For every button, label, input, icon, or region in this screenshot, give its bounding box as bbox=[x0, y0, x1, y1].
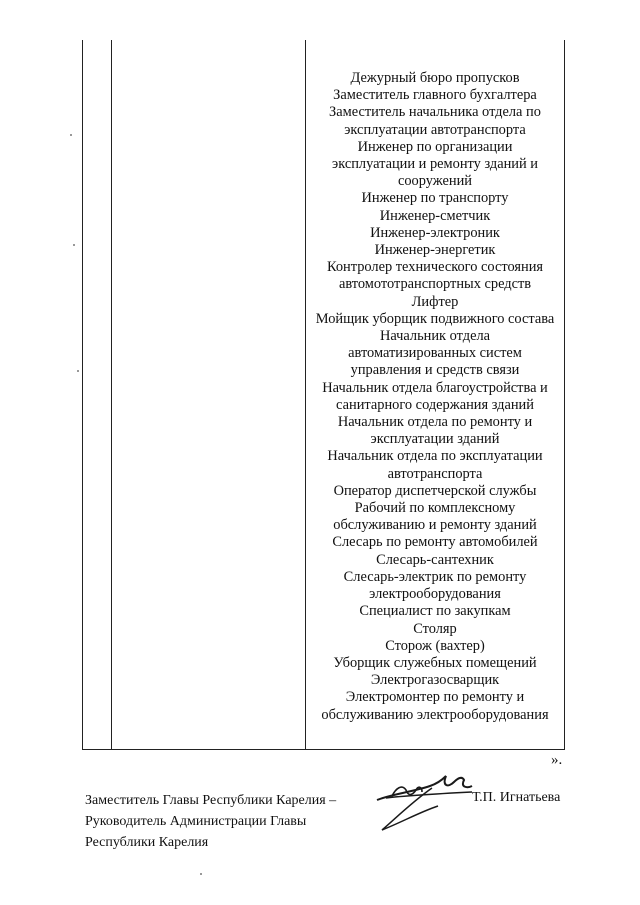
position-line: сооружений bbox=[397, 173, 473, 190]
scan-speck bbox=[200, 873, 202, 875]
position-line: управления и средств связи bbox=[350, 362, 520, 379]
scan-speck bbox=[73, 244, 75, 246]
position-line: Начальник отдела bbox=[379, 328, 491, 345]
position-line: автомототранспортных средств bbox=[338, 276, 532, 293]
position-line: электрооборудования bbox=[369, 586, 501, 603]
position-line: санитарного содержания зданий bbox=[336, 396, 534, 413]
position-line: Уборщик служебных помещений bbox=[333, 654, 537, 671]
signatory-title bbox=[85, 790, 336, 853]
position-line: Оператор диспетчерской службы bbox=[333, 482, 537, 499]
position-line: Контролер технического состояния bbox=[326, 259, 544, 276]
position-line: Начальник отдела благоустройства и bbox=[322, 379, 548, 396]
position-line: Специалист по закупкам bbox=[359, 603, 511, 620]
scan-speck bbox=[77, 370, 79, 372]
position-line: Рабочий по комплексному bbox=[354, 500, 516, 517]
signatory-title-line: Республики Карелия bbox=[85, 835, 209, 850]
positions-table bbox=[82, 40, 565, 750]
position-line: автотранспорта bbox=[387, 465, 483, 482]
column-divider-1 bbox=[111, 40, 112, 749]
position-line: эксплуатации и ремонту зданий и bbox=[332, 156, 538, 173]
position-line: Инженер-энергетик bbox=[374, 242, 496, 259]
position-line: Инженер-сметчик bbox=[379, 207, 491, 224]
position-line: обслуживанию электрооборудования bbox=[321, 706, 549, 723]
position-line: Инженер по организации bbox=[357, 138, 513, 155]
signatory-name: Т.П. Игнатьева bbox=[472, 790, 561, 805]
position-line: Начальник отдела по эксплуатации bbox=[327, 448, 543, 465]
position-line: Инженер по транспорту bbox=[361, 190, 509, 207]
position-line: эксплуатации автотранспорта bbox=[344, 121, 526, 138]
position-line: Электромонтер по ремонту и bbox=[345, 689, 525, 706]
position-line: Слесарь по ремонту автомобилей bbox=[332, 534, 538, 551]
position-line: Столяр bbox=[413, 620, 457, 637]
position-line: Электрогазосварщик bbox=[370, 672, 500, 689]
positions-list bbox=[306, 70, 564, 724]
position-line: Слесарь-сантехник bbox=[376, 551, 494, 568]
position-line: эксплуатации зданий bbox=[370, 431, 500, 448]
scan-speck bbox=[70, 134, 72, 136]
signatory-title-line: Руководитель Администрации Главы bbox=[85, 814, 307, 829]
closing-quote: ». bbox=[551, 752, 563, 768]
position-line: Дежурный бюро пропусков bbox=[350, 70, 520, 86]
position-line: Инженер-электроник bbox=[370, 224, 500, 241]
position-line: обслуживанию и ремонту зданий bbox=[333, 517, 537, 534]
position-line: Мойщик уборщик подвижного состава bbox=[315, 310, 555, 327]
position-line: Начальник отдела по ремонту и bbox=[337, 414, 533, 431]
position-line: Слесарь-электрик по ремонту bbox=[343, 568, 527, 585]
position-line: Заместитель главного бухгалтера bbox=[333, 87, 537, 104]
position-line: автоматизированных систем bbox=[348, 345, 522, 362]
handwritten-signature bbox=[372, 766, 482, 836]
position-line: Сторож (вахтер) bbox=[385, 637, 485, 654]
position-line: Заместитель начальника отдела по bbox=[329, 104, 541, 121]
signatory-title-line: Заместитель Главы Республики Карелия – bbox=[85, 793, 337, 808]
position-line: Лифтер bbox=[411, 293, 459, 310]
